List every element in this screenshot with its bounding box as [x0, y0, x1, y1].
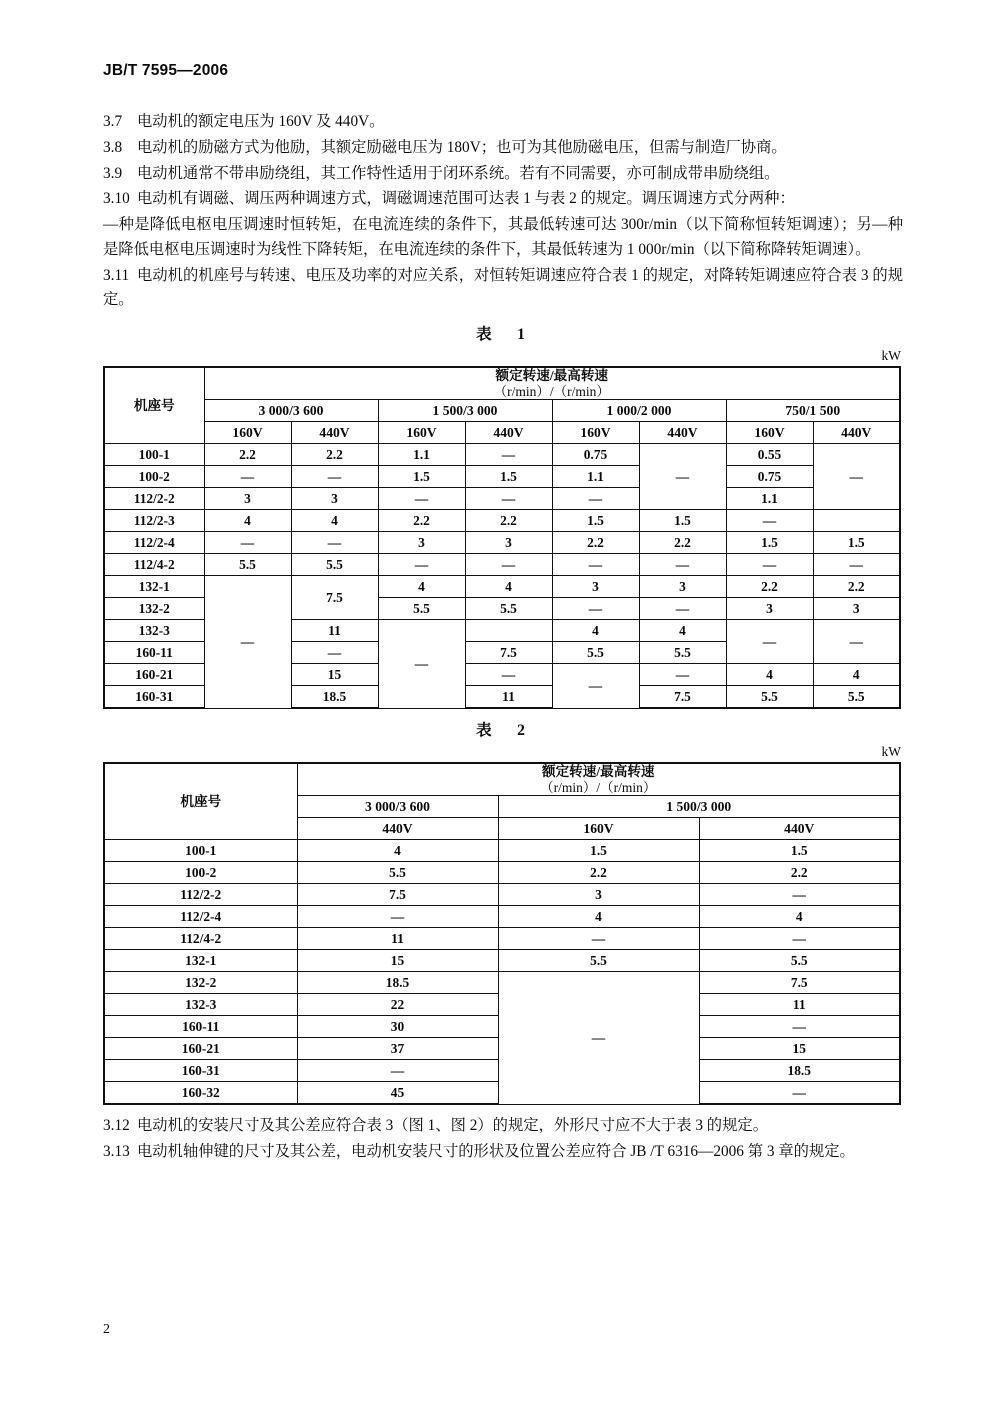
table-1-cell-2-3: — [465, 488, 552, 510]
paragraph-3-7 [103, 110, 903, 135]
table-1-cell-2-0: 3 [204, 488, 291, 510]
table-row [104, 422, 900, 444]
table-1-cell-11-1: 18.5 [291, 686, 378, 709]
table-2 [103, 762, 901, 1105]
table-row [104, 840, 900, 862]
table-1-cell-5-2: — [378, 554, 465, 576]
table-2-cell-8-2: — [699, 1016, 900, 1038]
table-row [104, 367, 900, 400]
table-1-voltage-7: 440V [813, 422, 900, 444]
paragraph-number: 3.12 [103, 1117, 130, 1135]
table-2-wrapper [103, 762, 903, 1105]
table-1-cell-4-0: — [204, 532, 291, 554]
table-1-cell-3-3: 2.2 [465, 510, 552, 532]
table-1-cell-3-4: 1.5 [552, 510, 639, 532]
table-1-speed-group-3: 750/1 500 [726, 400, 900, 422]
table-2-frame-6: 132-2 [104, 972, 297, 994]
table-1-frame-11: 160-31 [104, 686, 204, 709]
table-1-voltage-5: 440V [639, 422, 726, 444]
table-1-cell-8-7: — [813, 620, 900, 664]
table-2-frame-1: 100-2 [104, 862, 297, 884]
table-2-cell-6-0: 18.5 [297, 972, 498, 994]
table-1-cell-4-3: 3 [465, 532, 552, 554]
table-2-cell-10-0: — [297, 1060, 498, 1082]
table-1-cell-9-3: 7.5 [465, 642, 552, 664]
paragraph-text: 电动机的励磁方式为他励，其额定励磁电压为 180V；也可为其他励磁电压，但需与制造厂协商。 [137, 138, 787, 156]
paragraph-text: 电动机有调磁、调压两种调速方式，调磁调速范围可达表 1 与表 2 的规定。调压调速方式分两种： [137, 190, 795, 208]
table-1-cell-8-2: — [378, 620, 465, 709]
table-1-frame-8: 132-3 [104, 620, 204, 642]
paragraph-3-12 [103, 1114, 903, 1139]
table-1-voltage-3: 440V [465, 422, 552, 444]
table-row [104, 884, 900, 906]
table-1-cell-7-2: 5.5 [378, 598, 465, 620]
table-1-cell-3-5: 1.5 [639, 510, 726, 532]
table-1-cell-6-6: 2.2 [726, 576, 813, 598]
table-row [104, 763, 900, 796]
paragraph-3-11 [103, 264, 903, 314]
table-2-cell-5-1: 5.5 [498, 950, 699, 972]
table-1-frame-1: 100-2 [104, 466, 204, 488]
table-1-frame-3: 112/2-3 [104, 510, 204, 532]
table-row [104, 466, 900, 488]
table-2-cell-6-1: — [498, 972, 699, 1105]
page-number: 2 [103, 1322, 110, 1337]
table-1-frame-7: 132-2 [104, 598, 204, 620]
table-row [104, 862, 900, 884]
table-2-header-frame: 机座号 [104, 763, 297, 840]
table-2-frame-9: 160-21 [104, 1038, 297, 1060]
paragraph-number: 3.8 [103, 138, 123, 156]
table-1-cell-6-5: 3 [639, 576, 726, 598]
table-2-frame-10: 160-31 [104, 1060, 297, 1082]
table-1-cell-8-3 [465, 620, 552, 642]
table-1-cell-3-2: 2.2 [378, 510, 465, 532]
table-1-cell-1-3: 1.5 [465, 466, 552, 488]
table-1-head [104, 367, 900, 444]
table-2-frame-7: 132-3 [104, 994, 297, 1016]
table-1-cell-5-4: — [552, 554, 639, 576]
table-1-cell-1-4: 1.1 [552, 466, 639, 488]
paragraph-number: 3.13 [103, 1143, 130, 1161]
table-2-frame-5: 132-1 [104, 950, 297, 972]
standard-code-header: JB/T 7595—2006 [103, 62, 229, 79]
table-2-header-speed-group [297, 763, 900, 796]
table-2-cell-4-0: 11 [297, 928, 498, 950]
table-2-frame-8: 160-11 [104, 1016, 297, 1038]
table-1-cell-4-5: 2.2 [639, 532, 726, 554]
table-1-cell-4-4: 2.2 [552, 532, 639, 554]
table-1-cell-3-1: 4 [291, 510, 378, 532]
table-2-cell-2-1: 3 [498, 884, 699, 906]
table-1-cell-11-5: 7.5 [639, 686, 726, 709]
table-row [104, 950, 900, 972]
table-1-header-line2: （r/min）/（r/min） [493, 383, 610, 399]
paragraph-text: 电动机通常不带串励绕组，其工作特性适用于闭环系统。若有不同需要，亦可制成带串励绕组。 [137, 164, 780, 182]
table-row [104, 400, 900, 422]
table-1-wrapper [103, 366, 903, 709]
paragraph-block-bottom [103, 1114, 903, 1165]
table-1-speed-group-2: 1 000/2 000 [552, 400, 726, 422]
table-2-cell-11-2: — [699, 1082, 900, 1105]
table-2-header-line1: 额定转速/最高转速 [541, 764, 655, 780]
table-2-header-line2: （r/min）/（r/min） [540, 779, 657, 795]
table-2-cell-7-0: 22 [297, 994, 498, 1016]
table-1-cell-3-0: 4 [204, 510, 291, 532]
table-1-cell-1-6: 0.75 [726, 466, 813, 488]
paragraph-block-top [103, 110, 903, 313]
table-1-frame-10: 160-21 [104, 664, 204, 686]
table-1-cell-3-6: — [726, 510, 813, 532]
table-2-frame-0: 100-1 [104, 840, 297, 862]
table-2-frame-3: 112/2-4 [104, 906, 297, 928]
table-2-cell-11-0: 45 [297, 1082, 498, 1105]
table-1-header-line1: 额定转速/最高转速 [495, 368, 609, 384]
table-2-cell-1-2: 2.2 [699, 862, 900, 884]
table-2-voltage-0: 440V [297, 818, 498, 840]
table-1-cell-0-0: 2.2 [204, 444, 291, 466]
table-2-cell-4-1: — [498, 928, 699, 950]
table-1-cell-9-4: 5.5 [552, 642, 639, 664]
table-1-frame-6: 132-1 [104, 576, 204, 598]
table-2-cell-10-2: 18.5 [699, 1060, 900, 1082]
table-1-cell-0-3: — [465, 444, 552, 466]
table-1-voltage-1: 440V [291, 422, 378, 444]
table-2-cell-0-0: 4 [297, 840, 498, 862]
table-1-cell-0-7: — [813, 444, 900, 510]
table-2-cell-3-2: 4 [699, 906, 900, 928]
table-1-frame-5: 112/4-2 [104, 554, 204, 576]
paragraph-text: 电动机的额定电压为 160V 及 440V。 [137, 113, 385, 130]
table-2-cell-2-0: 7.5 [297, 884, 498, 906]
paragraph-number: 3.9 [103, 164, 123, 182]
table-1-cell-5-6: — [726, 554, 813, 576]
table-2-frame-2: 112/2-2 [104, 884, 297, 906]
table-1-voltage-2: 160V [378, 422, 465, 444]
table-1-cell-9-1: — [291, 642, 378, 664]
table-1-cell-0-6: 0.55 [726, 444, 813, 466]
table-row [104, 576, 900, 598]
table-1-cell-1-1: — [291, 466, 378, 488]
table-1-frame-4: 112/2-4 [104, 532, 204, 554]
table-1-cell-10-3: — [465, 664, 552, 686]
table-2-cell-5-2: 5.5 [699, 950, 900, 972]
table-2-cell-2-2: — [699, 884, 900, 906]
table-2-cell-9-0: 37 [297, 1038, 498, 1060]
table-1 [103, 366, 901, 709]
table-1-cell-6-7: 2.2 [813, 576, 900, 598]
paragraph-number: 3.11 [103, 266, 130, 284]
table-2-cell-5-0: 15 [297, 950, 498, 972]
table-1-cell-10-4: — [552, 664, 639, 709]
table-2-cell-4-2: — [699, 928, 900, 950]
table-row [104, 532, 900, 554]
table-1-cell-6-1: 7.5 [291, 576, 378, 620]
table-1-cell-5-7: — [813, 554, 900, 576]
table-2-cell-8-0: 30 [297, 1016, 498, 1038]
page-content [103, 62, 903, 1166]
table-1-cell-10-6: 4 [726, 664, 813, 686]
table-row [104, 906, 900, 928]
table-1-cell-5-1: 5.5 [291, 554, 378, 576]
table-2-voltage-2: 440V [699, 818, 900, 840]
table-2-cell-6-2: 7.5 [699, 972, 900, 994]
table-1-cell-7-7: 3 [813, 598, 900, 620]
table-2-frame-11: 160-32 [104, 1082, 297, 1105]
paragraph-3-10 [103, 187, 903, 212]
table-1-cell-6-4: 3 [552, 576, 639, 598]
table-1-unit: kW [881, 348, 901, 364]
table-1-cell-8-6: — [726, 620, 813, 664]
table-row [104, 488, 900, 510]
table-1-cell-10-5: — [639, 664, 726, 686]
paragraph-3-13 [103, 1140, 903, 1165]
table-1-body [104, 444, 900, 709]
table-1-cell-11-7: 5.5 [813, 686, 900, 709]
table-1-cell-0-1: 2.2 [291, 444, 378, 466]
paragraph-text: 电动机轴伸键的尺寸及其公差，电动机安装尺寸的形状及位置公差应符合 JB /T 6316—2006 第 3 章的规定。 [137, 1143, 855, 1161]
table-row [104, 554, 900, 576]
table-2-voltage-1: 160V [498, 818, 699, 840]
table-1-cell-1-0: — [204, 466, 291, 488]
table-1-cell-5-3: — [465, 554, 552, 576]
table-1-cell-10-1: 15 [291, 664, 378, 686]
table-1-cell-4-7: 1.5 [813, 532, 900, 554]
paragraph-3-9 [103, 162, 903, 187]
table-2-cell-0-1: 1.5 [498, 840, 699, 862]
table-1-cell-1-2: 1.5 [378, 466, 465, 488]
table-1-cell-0-2: 1.1 [378, 444, 465, 466]
table-1-cell-5-5: — [639, 554, 726, 576]
table-2-speed-group-1: 1 500/3 000 [498, 796, 900, 818]
table-1-voltage-6: 160V [726, 422, 813, 444]
table-2-caption: 表 2 [476, 722, 530, 740]
table-2-cell-7-2: 11 [699, 994, 900, 1016]
table-1-cell-2-2: — [378, 488, 465, 510]
table-1-frame-9: 160-11 [104, 642, 204, 664]
table-2-cell-1-0: 5.5 [297, 862, 498, 884]
paragraph-number: 3.7 [103, 113, 123, 130]
table-1-cell-6-0: — [204, 576, 291, 709]
table-1-cell-4-2: 3 [378, 532, 465, 554]
table-row [104, 510, 900, 532]
table-1-cell-11-3: 11 [465, 686, 552, 709]
table-2-cell-0-2: 1.5 [699, 840, 900, 862]
paragraph-text: 电动机的机座号与转速、电压及功率的对应关系，对恒转矩调速应符合表 1 的规定，对降转矩调速应符合表 3 的规定。 [103, 266, 903, 309]
table-1-cell-8-5: 4 [639, 620, 726, 642]
paragraph-3-8 [103, 136, 903, 161]
table-2-frame-4: 112/4-2 [104, 928, 297, 950]
table-1-speed-group-1: 1 500/3 000 [378, 400, 552, 422]
table-1-cell-2-1: 3 [291, 488, 378, 510]
table-1-cell-0-4: 0.75 [552, 444, 639, 466]
paragraph-text: —种是降低电枢电压调速时恒转矩，在电流连续的条件下，其最低转速可达 300r/min（以下简称恒转矩调速）；另—种是降低电枢电压调速时为线性下降转矩，在电流连续的条件下，其最低转速为 1 000r/min（以下简称降转矩调速）。 [103, 216, 903, 258]
table-1-speed-group-0: 3 000/3 600 [204, 400, 378, 422]
table-2-unit: kW [881, 744, 901, 760]
paragraph-text: 电动机的安装尺寸及其公差应符合表 3（图 1、图 2）的规定，外形尺寸应不大于表 3 的规定。 [137, 1117, 768, 1135]
table-row [104, 928, 900, 950]
table-1-frame-0: 100-1 [104, 444, 204, 466]
table-1-cell-4-1: — [291, 532, 378, 554]
table-1-cell-8-1: 11 [291, 620, 378, 642]
paragraph-number: 3.10 [103, 190, 130, 208]
table-1-cell-7-4: — [552, 598, 639, 620]
table-1-cell-5-0: 5.5 [204, 554, 291, 576]
table-1-cell-9-5: 5.5 [639, 642, 726, 664]
table-1-cell-4-6: 1.5 [726, 532, 813, 554]
paragraph-3-10-continued [103, 213, 903, 263]
table-2-body [104, 840, 900, 1105]
table-2-head [104, 763, 900, 840]
table-1-caption: 表 1 [476, 326, 530, 344]
table-2-speed-group-0: 3 000/3 600 [297, 796, 498, 818]
table-1-cell-2-4: — [552, 488, 639, 510]
table-1-cell-11-6: 5.5 [726, 686, 813, 709]
table-1-cell-7-6: 3 [726, 598, 813, 620]
table-1-cell-6-3: 4 [465, 576, 552, 598]
table-1-voltage-4: 160V [552, 422, 639, 444]
table-1-header-speed-group [204, 367, 900, 400]
table-1-cell-2-6: 1.1 [726, 488, 813, 510]
table-1-frame-2: 112/2-2 [104, 488, 204, 510]
table-1-cell-7-5: — [639, 598, 726, 620]
table-1-cell-3-7 [813, 510, 900, 532]
table-2-cell-9-2: 15 [699, 1038, 900, 1060]
table-2-cell-1-1: 2.2 [498, 862, 699, 884]
table-1-cell-6-2: 4 [378, 576, 465, 598]
table-2-cell-3-1: 4 [498, 906, 699, 928]
table-row [104, 972, 900, 994]
table-1-cell-10-7: 4 [813, 664, 900, 686]
table-1-voltage-0: 160V [204, 422, 291, 444]
table-2-cell-3-0: — [297, 906, 498, 928]
table-1-cell-0-5: — [639, 444, 726, 510]
table-1-cell-7-3: 5.5 [465, 598, 552, 620]
table-1-header-frame: 机座号 [104, 367, 204, 444]
table-1-cell-8-4: 4 [552, 620, 639, 642]
table-row [104, 444, 900, 466]
